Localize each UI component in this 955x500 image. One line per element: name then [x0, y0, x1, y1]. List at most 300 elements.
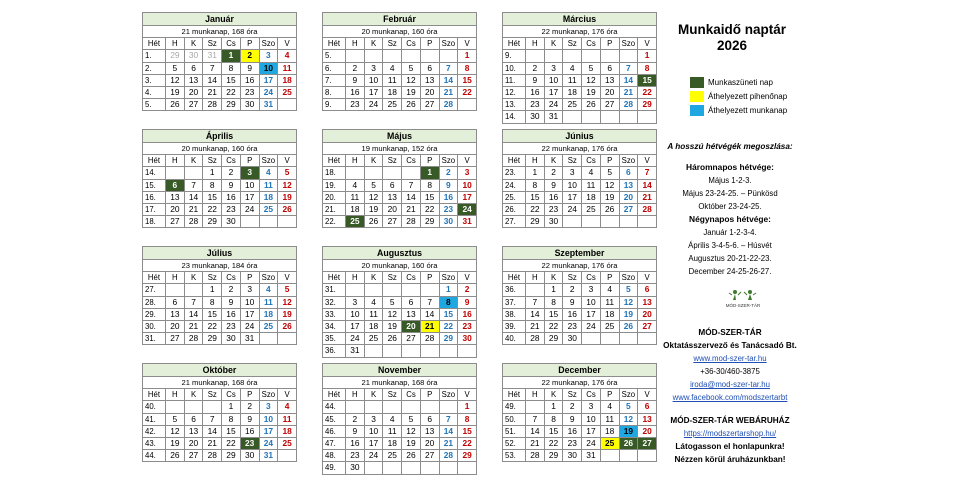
day-header: H [166, 272, 185, 284]
day-cell [402, 345, 421, 357]
day-header: K [544, 272, 563, 284]
day-cell: 25 [278, 437, 297, 449]
day-cell: 10 [259, 413, 278, 425]
month-name: Május [323, 130, 477, 143]
long-weekends-section [655, 142, 805, 278]
day-cell: 10 [240, 296, 259, 308]
week-row [323, 345, 477, 357]
day-cell: 21 [203, 437, 222, 449]
day-cell: 14 [439, 425, 458, 437]
day-header: Szo [259, 38, 278, 50]
week-row [503, 413, 657, 425]
day-cell [439, 462, 458, 474]
day-cell [383, 167, 402, 179]
week-number: 44. [143, 450, 166, 462]
week-number: 26. [503, 203, 526, 215]
day-cell: 15 [203, 191, 222, 203]
week-number: 7. [323, 74, 346, 86]
day-cell: 8 [439, 296, 458, 308]
day-cell: 23 [346, 450, 365, 462]
week-row [143, 191, 297, 203]
day-header: Cs [222, 155, 241, 167]
month-7 [142, 246, 297, 345]
week-row [323, 179, 477, 191]
week-row [503, 167, 657, 179]
week-number: 9. [323, 99, 346, 111]
day-cell: 18 [383, 437, 402, 449]
day-cell: 5 [278, 284, 297, 296]
day-cell [278, 450, 297, 462]
day-cell: 31 [259, 99, 278, 111]
week-number: 36. [323, 345, 346, 357]
day-cell: 17 [364, 86, 383, 98]
day-cell: 25 [383, 99, 402, 111]
day-cell: 23 [563, 437, 582, 449]
day-cell: 31 [544, 111, 563, 123]
day-cell [526, 284, 545, 296]
day-cell: 20 [383, 203, 402, 215]
legend-item-rest-day [690, 89, 787, 103]
facebook-link[interactable]: www.facebook.com/modszertarbt [672, 393, 788, 402]
day-header: V [638, 38, 657, 50]
day-cell: 10 [582, 413, 601, 425]
day-cell [638, 450, 657, 462]
day-cell: 3 [346, 296, 365, 308]
day-cell: 9 [563, 296, 582, 308]
month-name: Február [323, 13, 477, 26]
week-number: 52. [503, 437, 526, 449]
day-cell: 2 [346, 413, 365, 425]
day-cell [402, 284, 421, 296]
day-cell: 8 [203, 179, 222, 191]
day-cell: 27 [166, 333, 185, 345]
day-cell: 19 [364, 203, 383, 215]
week-number: 31. [323, 284, 346, 296]
day-cell: 28 [184, 333, 203, 345]
day-cell: 27 [420, 99, 439, 111]
day-cell: 9 [563, 413, 582, 425]
day-header: Hét [323, 272, 346, 284]
day-cell: 4 [600, 401, 619, 413]
week-row [503, 203, 657, 215]
day-header: Szo [259, 389, 278, 401]
day-cell: 7 [619, 62, 638, 74]
day-header: Szo [439, 272, 458, 284]
day-cell: 18 [582, 191, 601, 203]
day-cell [638, 111, 657, 123]
day-header: Sz [383, 389, 402, 401]
cta-website: Látogasson el honlapunkra! [675, 442, 785, 451]
week-number: 27. [143, 284, 166, 296]
day-cell: 27 [184, 99, 203, 111]
week-number: 45. [323, 413, 346, 425]
day-cell [364, 401, 383, 413]
day-cell: 4 [346, 179, 365, 191]
day-cell: 23 [240, 86, 259, 98]
week-number: 39. [503, 320, 526, 332]
day-cell: 19 [600, 191, 619, 203]
week-number: 23. [503, 167, 526, 179]
day-header: K [364, 38, 383, 50]
day-cell: 11 [600, 296, 619, 308]
day-cell: 26 [402, 99, 421, 111]
month-9 [502, 246, 657, 345]
week-row [503, 437, 657, 449]
day-cell: 13 [184, 74, 203, 86]
email-link[interactable]: iroda@mod-szer-tar.hu [690, 380, 770, 389]
day-cell [402, 462, 421, 474]
day-cell [439, 345, 458, 357]
day-cell: 31 [240, 333, 259, 345]
day-cell: 14 [402, 191, 421, 203]
day-cell: 8 [526, 179, 545, 191]
day-cell: 14 [203, 425, 222, 437]
day-cell: 7 [526, 413, 545, 425]
day-cell: 16 [240, 74, 259, 86]
day-cell: 5 [619, 401, 638, 413]
day-header: P [600, 38, 619, 50]
day-cell: 20 [420, 437, 439, 449]
company-section [655, 326, 805, 466]
week-row [323, 191, 477, 203]
day-cell: 6 [184, 413, 203, 425]
week-number: 53. [503, 450, 526, 462]
week-number: 21. [323, 203, 346, 215]
day-cell [278, 99, 297, 111]
day-header: Hét [143, 389, 166, 401]
day-cell: 17 [458, 191, 477, 203]
week-number: 40. [503, 333, 526, 345]
week-number: 16. [143, 191, 166, 203]
day-cell: 6 [383, 179, 402, 191]
day-cell: 31 [582, 450, 601, 462]
week-row [143, 333, 297, 345]
day-cell: 16 [563, 308, 582, 320]
three-day-title: Háromnapos hétvége: [686, 162, 774, 172]
day-cell: 9 [240, 413, 259, 425]
day-cell: 29 [203, 333, 222, 345]
day-cell [278, 216, 297, 228]
day-cell: 26 [600, 203, 619, 215]
week-row [143, 320, 297, 332]
title-line-2: 2026 [716, 38, 748, 53]
day-cell: 13 [420, 74, 439, 86]
day-header: V [638, 155, 657, 167]
week-row [503, 425, 657, 437]
day-header: K [184, 38, 203, 50]
month-summary: 20 munkanap, 160 óra [323, 260, 477, 272]
day-cell: 18 [563, 86, 582, 98]
day-cell: 9 [346, 74, 365, 86]
day-cell: 4 [278, 401, 297, 413]
day-cell: 18 [383, 86, 402, 98]
day-cell: 22 [544, 320, 563, 332]
day-cell: 21 [184, 320, 203, 332]
day-cell: 23 [439, 203, 458, 215]
week-row [323, 50, 477, 62]
week-number: 22. [323, 216, 346, 228]
day-cell: 13 [420, 425, 439, 437]
day-cell [259, 216, 278, 228]
day-cell: 11 [600, 413, 619, 425]
three-day-1: Május 1-2-3. [708, 176, 752, 185]
week-number: 28. [143, 296, 166, 308]
day-cell: 22 [526, 203, 545, 215]
week-row [323, 437, 477, 449]
week-number: 4. [143, 86, 166, 98]
day-cell: 21 [638, 191, 657, 203]
day-cell: 8 [203, 296, 222, 308]
day-cell: 28 [439, 450, 458, 462]
day-header: Cs [582, 272, 601, 284]
day-cell [259, 333, 278, 345]
day-cell: 2 [458, 284, 477, 296]
day-cell: 16 [222, 308, 241, 320]
day-cell: 18 [278, 74, 297, 86]
day-cell: 16 [439, 191, 458, 203]
day-cell: 8 [638, 62, 657, 74]
day-cell: 16 [240, 425, 259, 437]
day-cell [278, 333, 297, 345]
day-cell: 28 [638, 203, 657, 215]
day-header: V [638, 389, 657, 401]
day-cell: 28 [526, 450, 545, 462]
day-cell [619, 333, 638, 345]
day-cell: 14 [420, 308, 439, 320]
day-cell [184, 284, 203, 296]
day-header: K [544, 389, 563, 401]
week-number: 18. [323, 167, 346, 179]
day-cell [420, 401, 439, 413]
day-cell: 25 [563, 99, 582, 111]
day-cell: 5 [619, 284, 638, 296]
day-header: P [600, 272, 619, 284]
day-cell: 17 [582, 308, 601, 320]
month-name: December [503, 364, 657, 377]
week-number: 49. [503, 401, 526, 413]
day-cell [600, 111, 619, 123]
day-cell: 9 [222, 296, 241, 308]
day-header: Hét [143, 272, 166, 284]
day-cell: 26 [364, 216, 383, 228]
day-header: V [278, 272, 297, 284]
website-link[interactable]: www.mod-szer-tar.hu [693, 354, 767, 363]
day-cell: 12 [166, 425, 185, 437]
day-cell: 21 [526, 437, 545, 449]
day-cell: 13 [600, 74, 619, 86]
week-row [143, 86, 297, 98]
day-cell: 10 [259, 62, 278, 74]
day-cell: 12 [278, 179, 297, 191]
day-cell: 3 [240, 284, 259, 296]
day-header: Szo [259, 272, 278, 284]
day-cell: 19 [278, 308, 297, 320]
day-cell: 25 [278, 86, 297, 98]
day-cell: 19 [402, 86, 421, 98]
day-cell: 15 [638, 74, 657, 86]
three-day-2: Május 23-24-25. – Pünkösd [682, 189, 778, 198]
day-cell [383, 401, 402, 413]
day-cell: 7 [439, 62, 458, 74]
month-12 [502, 363, 657, 462]
day-cell: 19 [402, 437, 421, 449]
day-header: Cs [402, 155, 421, 167]
day-header: K [544, 155, 563, 167]
day-cell: 13 [619, 179, 638, 191]
day-cell: 18 [278, 425, 297, 437]
day-cell: 20 [638, 425, 657, 437]
day-cell: 12 [619, 296, 638, 308]
day-cell [619, 111, 638, 123]
day-cell: 30 [563, 450, 582, 462]
day-cell [582, 216, 601, 228]
week-row [503, 50, 657, 62]
day-header: Cs [582, 155, 601, 167]
month-summary: 20 munkanap, 160 óra [143, 143, 297, 155]
day-cell: 7 [203, 62, 222, 74]
week-number: 33. [323, 308, 346, 320]
week-number: 32. [323, 296, 346, 308]
day-cell: 2 [563, 401, 582, 413]
week-number: 10. [503, 62, 526, 74]
day-header: Hét [323, 155, 346, 167]
day-header: K [184, 155, 203, 167]
day-cell: 24 [346, 333, 365, 345]
week-row [143, 284, 297, 296]
day-cell: 7 [439, 413, 458, 425]
month-summary: 21 munkanap, 168 óra [143, 26, 297, 38]
day-cell: 1 [439, 284, 458, 296]
day-cell: 29 [166, 50, 185, 62]
day-cell: 20 [402, 320, 421, 332]
day-cell: 27 [600, 99, 619, 111]
day-cell: 24 [240, 320, 259, 332]
day-cell [420, 50, 439, 62]
day-cell: 20 [184, 86, 203, 98]
day-cell: 22 [222, 86, 241, 98]
day-cell: 1 [203, 284, 222, 296]
company-name: MÓD-SZER-TÁR [698, 328, 762, 337]
day-cell: 18 [364, 320, 383, 332]
day-header: Szo [259, 155, 278, 167]
day-header: Szo [439, 155, 458, 167]
day-cell: 5 [166, 413, 185, 425]
day-header: Hét [503, 155, 526, 167]
day-cell: 5 [364, 179, 383, 191]
month-5 [322, 129, 477, 228]
day-cell: 6 [184, 62, 203, 74]
day-cell: 25 [582, 203, 601, 215]
week-row [323, 99, 477, 111]
week-number: 35. [323, 333, 346, 345]
day-cell: 12 [619, 413, 638, 425]
day-header: Cs [582, 38, 601, 50]
day-cell: 11 [346, 191, 365, 203]
day-cell [364, 50, 383, 62]
week-number: 34. [323, 320, 346, 332]
day-cell [240, 216, 259, 228]
week-number: 36. [503, 284, 526, 296]
day-cell: 29 [638, 99, 657, 111]
day-cell: 31 [458, 216, 477, 228]
week-row [323, 74, 477, 86]
logo-text: MÓD-SZER-TÁR [725, 303, 761, 308]
day-cell: 16 [563, 425, 582, 437]
day-cell: 1 [544, 284, 563, 296]
day-cell: 11 [278, 62, 297, 74]
week-number: 2. [143, 62, 166, 74]
week-number: 15. [143, 179, 166, 191]
day-cell: 15 [420, 191, 439, 203]
day-cell: 25 [346, 216, 365, 228]
day-cell: 2 [240, 401, 259, 413]
day-cell: 29 [544, 450, 563, 462]
day-header: P [420, 272, 439, 284]
day-cell: 11 [259, 296, 278, 308]
day-cell: 10 [544, 74, 563, 86]
day-cell: 4 [383, 413, 402, 425]
day-cell: 15 [544, 308, 563, 320]
day-cell [563, 216, 582, 228]
month-summary: 22 munkanap, 176 óra [503, 377, 657, 389]
day-header: V [278, 155, 297, 167]
day-cell [203, 401, 222, 413]
day-cell: 30 [544, 216, 563, 228]
day-cell: 11 [259, 179, 278, 191]
day-cell [582, 111, 601, 123]
week-row [143, 425, 297, 437]
day-cell: 21 [402, 203, 421, 215]
legend [690, 75, 787, 117]
day-cell: 23 [458, 320, 477, 332]
day-cell: 3 [364, 62, 383, 74]
day-header: P [420, 155, 439, 167]
day-cell: 24 [259, 86, 278, 98]
week-number: 29. [143, 308, 166, 320]
shop-link[interactable]: https://modszertarshop.hu/ [683, 429, 777, 438]
legend-item-holiday [690, 75, 787, 89]
day-header: Szo [439, 38, 458, 50]
day-cell: 14 [619, 74, 638, 86]
day-cell [346, 167, 365, 179]
day-cell: 16 [222, 191, 241, 203]
day-header: Hét [323, 389, 346, 401]
day-header: H [166, 155, 185, 167]
day-cell: 26 [278, 320, 297, 332]
day-cell [364, 167, 383, 179]
four-day-4: December 24-25-26-27. [688, 267, 772, 276]
month-name: Október [143, 364, 297, 377]
day-cell [600, 450, 619, 462]
day-cell: 31 [259, 450, 278, 462]
day-cell: 7 [184, 179, 203, 191]
month-summary: 19 munkanap, 152 óra [323, 143, 477, 155]
day-cell: 11 [278, 413, 297, 425]
company-subtitle: Oktatásszervező és Tanácsadó Bt. [663, 341, 797, 350]
week-row [143, 401, 297, 413]
week-number: 27. [503, 216, 526, 228]
day-cell: 7 [203, 413, 222, 425]
day-cell: 27 [638, 437, 657, 449]
week-number: 1. [143, 50, 166, 62]
day-cell: 14 [526, 308, 545, 320]
day-cell: 10 [346, 308, 365, 320]
day-cell: 25 [259, 320, 278, 332]
week-number: 14. [143, 167, 166, 179]
day-cell: 21 [203, 86, 222, 98]
day-cell [619, 216, 638, 228]
day-cell: 12 [582, 74, 601, 86]
